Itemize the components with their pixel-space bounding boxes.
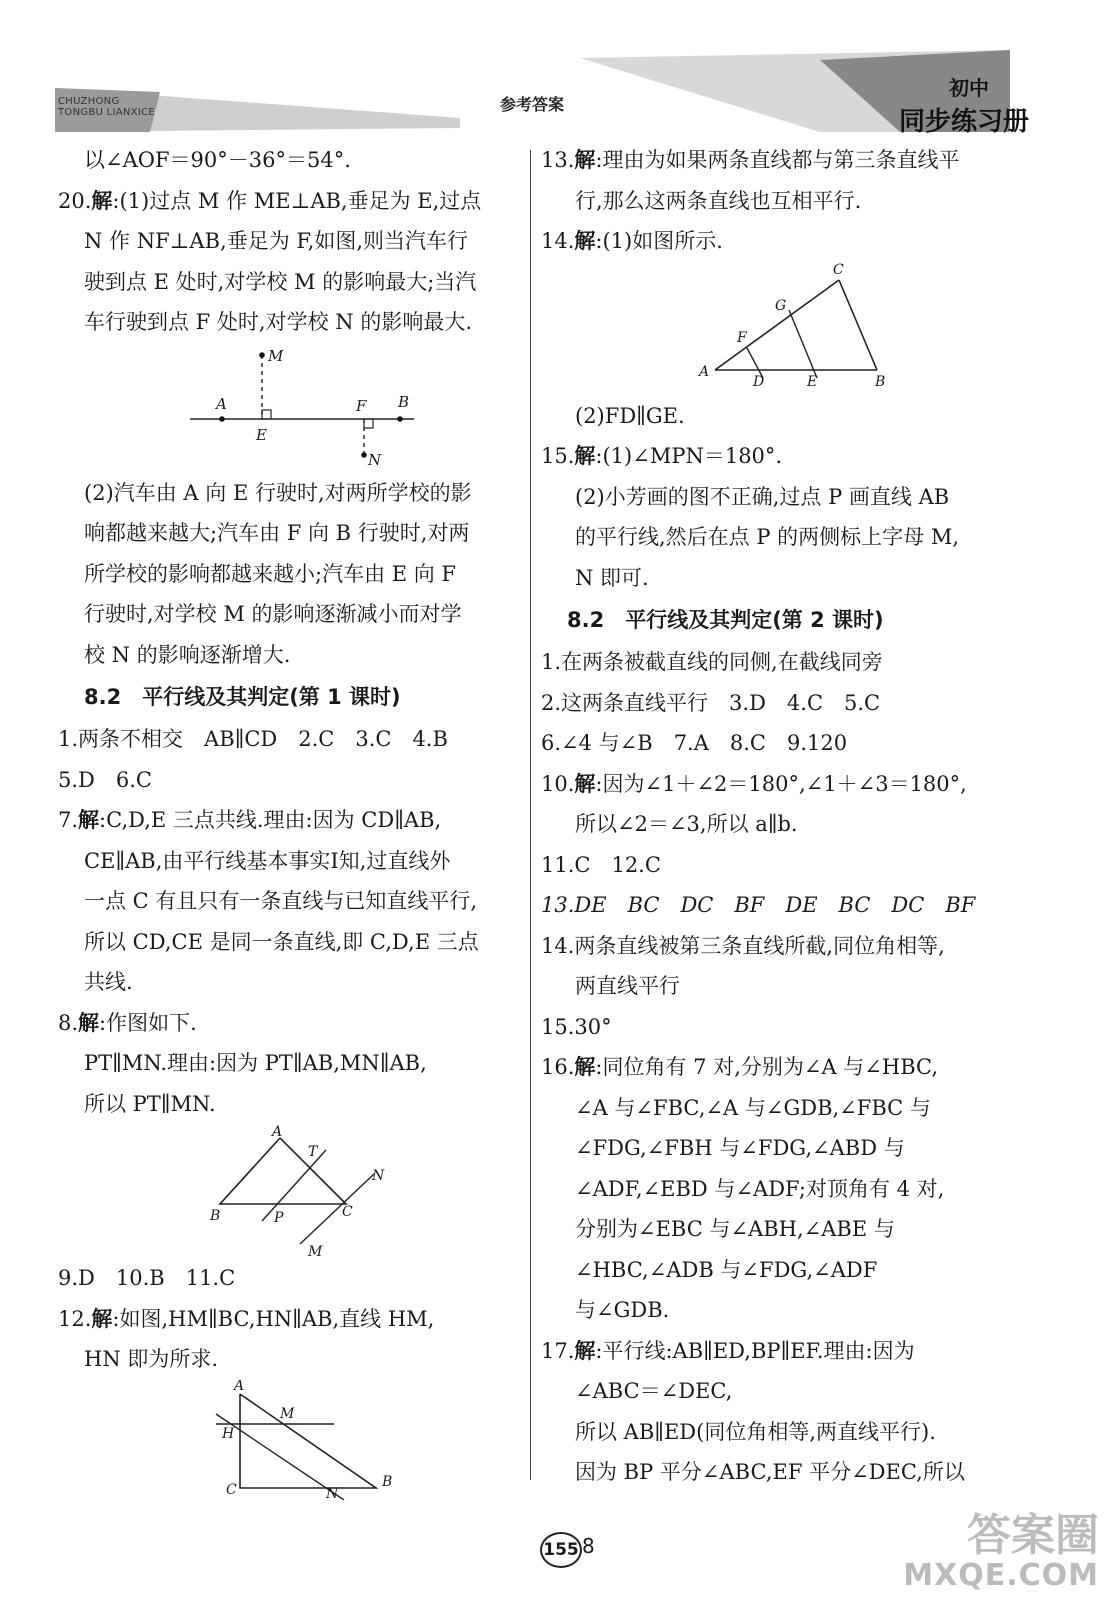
text-line: PT∥MN.理由:因为 PT∥AB,MN∥AB,	[84, 1051, 427, 1075]
text-line: 6.∠4 与∠B 7.A 8.C 9.120	[541, 731, 848, 755]
page-title: 参考答案	[500, 95, 565, 114]
question-17: 17.解:平行线:AB∥ED,BP∥EF.理由:因为	[541, 1337, 915, 1363]
text-line: (2)小芳画的图不正确,过点 P 画直线 AB	[575, 484, 950, 509]
text-line: (2)FD∥GE.	[575, 403, 685, 428]
question-number: 17.	[541, 1338, 575, 1363]
text-line: 1.两条不相交 AB∥CD 2.C 3.C 4.B	[58, 727, 448, 751]
question-number: 20.	[58, 188, 92, 213]
answer-label: 解	[574, 1054, 596, 1079]
figure-q14	[541, 262, 1021, 396]
question-number: 14.	[541, 229, 575, 253]
text-line: 驶到点 E 处时,对学校 M 的影响最大;当汽	[84, 269, 477, 294]
label-A: A	[272, 1124, 283, 1140]
brand-english: CHUZHONG TONGBU LIANXICE	[58, 96, 156, 118]
text-line: 所以 PT∥MN.	[84, 1091, 216, 1116]
text-line: 共线.	[84, 970, 133, 994]
text-line: 所以 AB∥ED(同位角相等,两直线平行).	[575, 1419, 936, 1444]
answer-label: 解	[574, 443, 596, 468]
text-line: N 即可.	[575, 565, 649, 590]
text-line: 分别为∠EBC 与∠ABH,∠ABE 与	[575, 1217, 895, 1241]
text-line: 11.C 12.C	[541, 852, 661, 877]
label-G: G	[775, 297, 787, 314]
question-number: 16.	[541, 1055, 575, 1079]
text-line: 5.D 6.C	[58, 767, 152, 792]
text-line: 所学校的影响都越来越小;汽车由 E 向 F	[84, 561, 457, 586]
answer-label: 解	[574, 228, 596, 253]
text-line: 响都越来越大;汽车由 F 向 B 行驶时,对两	[84, 521, 470, 545]
answer-label: 解	[91, 187, 113, 213]
label-M: M	[268, 346, 284, 365]
answer-label: 解	[91, 1305, 113, 1331]
label-A: A	[216, 394, 227, 413]
label-C: C	[342, 1204, 353, 1220]
question-8: 8.解:作图如下.	[58, 1009, 197, 1035]
question-number: 7.	[58, 808, 79, 832]
page-header	[0, 0, 1109, 150]
answer-label: 解	[574, 1337, 596, 1363]
right-column	[541, 140, 1021, 1493]
text-line: 所以 CD,CE 是同一条直线,即 C,D,E 三点	[84, 929, 479, 954]
text-line: 与∠GDB.	[575, 1298, 670, 1322]
text-line: ∠A 与∠FBC,∠A 与∠GDB,∠FBC 与	[575, 1095, 931, 1120]
answer-label: 解	[574, 770, 596, 796]
text-line: 行,那么这两条直线也互相平行.	[575, 188, 862, 213]
label-C: C	[226, 1481, 237, 1498]
question-15: 15.解:(1)∠MPN＝180°.	[541, 443, 783, 468]
figure-q12	[58, 1380, 528, 1500]
text-line: 行驶时,对学校 M 的影响逐渐减小而对学	[84, 602, 462, 626]
label-C: C	[833, 261, 844, 278]
label-M: M	[280, 1405, 295, 1422]
page-number-ornament: 8	[582, 1534, 595, 1558]
text-line: 的平行线,然后在点 P 的两侧标上字母 M,	[575, 525, 960, 549]
question-number: 8.	[58, 1010, 79, 1035]
question-16: 16.解:同位角有 7 对,分别为∠A 与∠HBC,	[541, 1054, 939, 1079]
page-number: 155	[540, 1532, 582, 1568]
text-line: 车行驶到点 F 处时,对学校 N 的影响最大.	[84, 310, 472, 334]
figure-q20	[58, 343, 528, 473]
text-line: CE∥AB,由平行线基本事实Ⅰ知,过直线外	[84, 848, 451, 873]
label-M: M	[308, 1244, 323, 1258]
column-divider	[530, 150, 531, 1480]
watermark-logo-text: 答案圈	[967, 1510, 1099, 1561]
label-A: A	[699, 363, 710, 380]
question-12: 12.解:如图,HM∥BC,HN∥AB,直线 HM,	[58, 1305, 435, 1331]
answer-label: 解	[78, 807, 100, 832]
text-line: (2)汽车由 A 向 E 行驶时,对两所学校的影	[84, 480, 472, 505]
label-B: B	[875, 373, 886, 390]
label-N: N	[326, 1485, 339, 1500]
text-line: 因为 BP 平分∠ABC,EF 平分∠DEC,所以	[575, 1460, 965, 1484]
label-E: E	[807, 373, 818, 390]
label-H: H	[222, 1425, 235, 1442]
text-line: 2.这两条直线平行 3.D 4.C 5.C	[541, 690, 881, 715]
label-F: F	[737, 329, 747, 346]
question-20: 20.解:(1)过点 M 作 ME⊥AB,垂足为 E,过点	[58, 187, 482, 213]
text-line: ∠HBC,∠ADB 与∠FDG,∠ADF	[575, 1257, 878, 1282]
text-line: ∠ABC＝∠DEC,	[575, 1379, 733, 1403]
text-line: 两直线平行	[575, 974, 680, 998]
text-line: 13.DE BC DC BF DE BC DC BF	[541, 893, 976, 917]
question-number: 10.	[541, 771, 575, 796]
label-E: E	[256, 425, 267, 444]
label-F: F	[356, 396, 367, 415]
text-line: 9.D 10.B 11.C	[58, 1266, 236, 1290]
section-heading: 8.2 平行线及其判定(第 2 课时)	[567, 608, 884, 632]
label-D: D	[753, 373, 765, 390]
answer-label: 解	[574, 147, 596, 172]
question-number: 12.	[58, 1306, 92, 1331]
watermark-url: MXQE.COM	[903, 1558, 1099, 1593]
label-B: B	[382, 1473, 393, 1490]
label-N: N	[368, 450, 382, 469]
question-14: 14.解:(1)如图所示.	[541, 228, 723, 253]
question-13: 13.解:理由为如果两条直线都与第三条直线平	[541, 147, 960, 172]
section-heading: 8.2 平行线及其判定(第 1 课时)	[84, 685, 401, 709]
text-line: 1.在两条被截直线的同侧,在截线同旁	[541, 650, 883, 674]
text-line: N 作 NF⊥AB,垂足为 F,如图,则当汽车行	[84, 229, 469, 253]
label-B: B	[398, 392, 410, 411]
figure-q8	[58, 1124, 528, 1258]
question-number: 15.	[541, 444, 575, 468]
text-line: 一点 C 有且只有一条直线与已知直线平行,	[84, 889, 478, 913]
text-line: 14.两条直线被第三条直线所截,同位角相等,	[541, 933, 945, 958]
label-P: P	[274, 1210, 284, 1226]
label-T: T	[308, 1144, 318, 1160]
text-line: 15.30°	[541, 1014, 612, 1039]
text-line: HN 即为所求.	[84, 1347, 219, 1371]
label-N: N	[372, 1168, 385, 1184]
question-number: 13.	[541, 148, 575, 172]
text-line: 校 N 的影响逐渐增大.	[84, 642, 291, 667]
label-B: B	[210, 1208, 221, 1224]
text-line: ∠ADF,∠EBD 与∠ADF;对顶角有 4 对,	[575, 1176, 945, 1201]
left-column	[58, 140, 528, 1500]
answer-label: 解	[78, 1009, 100, 1035]
text-line: 所以∠2＝∠3,所以 a∥b.	[575, 812, 798, 836]
question-10: 10.解:因为∠1＋∠2＝180°,∠1＋∠3＝180°,	[541, 770, 967, 796]
text-line: ∠FDG,∠FBH 与∠FDG,∠ABD 与	[575, 1136, 905, 1160]
watermark	[903, 1512, 1099, 1592]
question-7: 7.解:C,D,E 三点共线.理由:因为 CD∥AB,	[58, 807, 442, 832]
label-A: A	[234, 1379, 245, 1394]
text-line: 以∠AOF＝90°－36°＝54°.	[84, 148, 351, 172]
brand-chinese: 初中 同步练习册	[898, 76, 1029, 137]
